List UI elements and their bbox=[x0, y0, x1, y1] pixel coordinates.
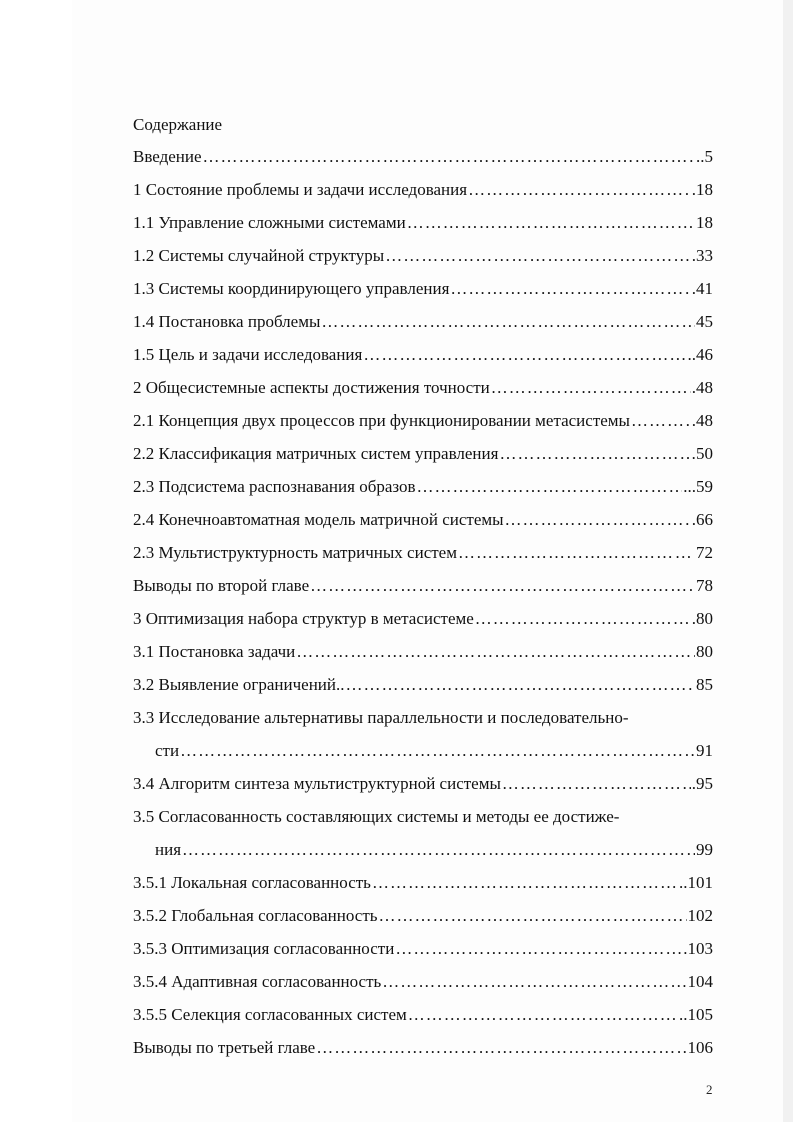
toc-entry-label: 3.4 Алгоритм синтеза мультиструктурной системы bbox=[133, 774, 501, 793]
toc-heading: Содержание bbox=[133, 115, 223, 134]
toc-entry bbox=[133, 140, 713, 173]
leader-dots bbox=[395, 932, 682, 965]
toc-entry-label: 3.5.2 Глобальная согласованность bbox=[133, 906, 378, 925]
toc-entry-label: 2.1 Концепция двух процессов при функционировании метасистемы bbox=[133, 411, 630, 430]
toc-entry bbox=[133, 404, 713, 437]
toc-entry-page: 91 bbox=[696, 741, 713, 760]
toc-entry bbox=[133, 833, 713, 866]
toc-entry-page: .41 bbox=[691, 279, 713, 298]
toc-entry-label: 3.1 Постановка задачи bbox=[133, 642, 296, 661]
toc-entry-label: 1.5 Цель и задачи исследования bbox=[133, 345, 363, 364]
toc-entry-label: Выводы по второй главе bbox=[133, 576, 310, 595]
leader-dots bbox=[382, 965, 686, 998]
leader-dots bbox=[310, 569, 695, 602]
leader-dots bbox=[631, 404, 691, 437]
toc-entry-page: … 72 bbox=[674, 543, 713, 562]
toc-entry-page: 18 bbox=[696, 213, 713, 232]
toc-entry-page: .80 bbox=[691, 609, 713, 628]
toc-entry bbox=[133, 668, 713, 701]
leader-dots bbox=[363, 338, 686, 371]
leader-dots bbox=[180, 734, 695, 767]
toc-entry-page: 99 bbox=[696, 840, 713, 859]
toc-entry-label: 2 Общесистемные аспекты достижения точности bbox=[133, 378, 490, 397]
leader-dots bbox=[346, 668, 695, 701]
leader-dots bbox=[407, 206, 695, 239]
leader-dots bbox=[182, 833, 695, 866]
toc-entry-label: 3 Оптимизация набора структур в метасистеме bbox=[133, 609, 474, 628]
toc-entry bbox=[133, 173, 713, 206]
toc-entry-page: 104 bbox=[687, 972, 713, 991]
toc-entry-page: .95 bbox=[691, 774, 713, 793]
toc-entry bbox=[133, 635, 713, 668]
leader-dots bbox=[316, 1031, 686, 1064]
toc-entry-page: ..5 bbox=[696, 147, 713, 166]
toc-entry-label: 1.1 Управление сложными системами bbox=[133, 213, 406, 232]
toc-entry-page: .33 bbox=[691, 246, 713, 265]
leader-dots bbox=[502, 767, 691, 800]
toc-entry-label: 3.5.5 Селекция согласованных систем bbox=[133, 1005, 407, 1024]
toc-entry-page: .103 bbox=[683, 939, 713, 958]
toc-entry-page: 45 bbox=[696, 312, 713, 331]
leader-dots bbox=[491, 371, 691, 404]
toc-entry-label: 1.3 Системы координирующего управления bbox=[133, 279, 450, 298]
toc-entry-label: 2.3 Подсистема распознавания образов bbox=[133, 477, 416, 496]
page-edge bbox=[783, 0, 793, 1122]
toc-entry-label: Введение bbox=[133, 147, 202, 166]
toc-entry bbox=[133, 569, 713, 602]
toc-entry-label: 2.3 Мультиструктурность матричных систем bbox=[133, 543, 457, 562]
toc-entry bbox=[133, 767, 713, 800]
toc-entry-page: 78 bbox=[696, 576, 713, 595]
toc-entry-label: 3.2 Выявление ограничений.. bbox=[133, 675, 345, 694]
toc-entry-page: 80 bbox=[696, 642, 713, 661]
leader-dots bbox=[203, 140, 695, 173]
toc-entry-label: сти bbox=[155, 741, 180, 760]
toc-entry bbox=[133, 866, 713, 899]
leader-dots bbox=[408, 998, 678, 1031]
table-of-contents bbox=[133, 110, 713, 1064]
toc-entry-page: 106 bbox=[687, 1038, 713, 1057]
toc-entry-page: .48 bbox=[691, 411, 713, 430]
toc-entry-page: ...59 bbox=[683, 477, 713, 496]
toc-entry-label: 3.5.3 Оптимизация согласованности bbox=[133, 939, 395, 958]
toc-entry-label: 1.4 Постановка проблемы bbox=[133, 312, 321, 331]
toc-entry-page: .18 bbox=[691, 180, 713, 199]
toc-entry bbox=[133, 503, 713, 536]
toc-entry-page: ..101 bbox=[679, 873, 713, 892]
toc-entry bbox=[133, 437, 713, 470]
leader-dots bbox=[417, 470, 683, 503]
toc-entry bbox=[133, 371, 713, 404]
leader-dots bbox=[475, 602, 691, 635]
leader-dots bbox=[450, 272, 690, 305]
leader-dots bbox=[321, 305, 695, 338]
toc-entry bbox=[133, 602, 713, 635]
leader-dots bbox=[458, 536, 674, 569]
toc-entry-page: 50 bbox=[696, 444, 713, 463]
toc-entry-page: ..105 bbox=[679, 1005, 713, 1024]
toc-entry-page: .48 bbox=[691, 378, 713, 397]
toc-entry bbox=[133, 965, 713, 998]
toc-entry-label: 2.2 Классификация матричных систем управления bbox=[133, 444, 499, 463]
toc-entry bbox=[133, 470, 713, 503]
toc-entry bbox=[133, 932, 713, 965]
toc-entry bbox=[133, 206, 713, 239]
toc-entry bbox=[133, 998, 713, 1031]
page-number: 2 bbox=[706, 1082, 713, 1097]
toc-entry bbox=[133, 899, 713, 932]
leader-dots bbox=[385, 239, 691, 272]
toc-entry bbox=[133, 1031, 713, 1064]
toc-entry-page: 102 bbox=[687, 906, 713, 925]
leader-dots bbox=[499, 437, 695, 470]
toc-entry-label: 3.5.4 Адаптивная согласованность bbox=[133, 972, 382, 991]
toc-entry bbox=[133, 338, 713, 371]
toc-entry bbox=[133, 536, 713, 569]
leader-dots bbox=[505, 503, 691, 536]
leader-dots bbox=[468, 173, 691, 206]
toc-entry bbox=[133, 239, 713, 272]
toc-entry-label: 2.4 Конечноавтоматная модель матричной системы bbox=[133, 510, 504, 529]
toc-entry bbox=[133, 272, 713, 305]
toc-entry-label: 1 Состояние проблемы и задачи исследования bbox=[133, 180, 468, 199]
page-margin bbox=[0, 0, 72, 1122]
toc-entry-label: ния bbox=[155, 840, 182, 859]
toc-entry-page: 85 bbox=[696, 675, 713, 694]
leader-dots bbox=[372, 866, 678, 899]
leader-dots bbox=[296, 635, 695, 668]
toc-entry bbox=[133, 305, 713, 338]
toc-entry-line1: 3.3 Исследование альтернативы параллельности и последовательно- bbox=[133, 708, 629, 727]
toc-entry bbox=[133, 734, 713, 767]
toc-entry-page: ..46 bbox=[687, 345, 713, 364]
toc-entry-line1: 3.5 Согласованность составляющих системы и методы ее достиже- bbox=[133, 807, 620, 826]
leader-dots bbox=[379, 899, 687, 932]
toc-entry-label: 3.5.1 Локальная согласованность bbox=[133, 873, 371, 892]
toc-entry-page: .66 bbox=[691, 510, 713, 529]
toc-entry-label: Выводы по третьей главе bbox=[133, 1038, 316, 1057]
toc-entry-label: 1.2 Системы случайной структуры bbox=[133, 246, 385, 265]
